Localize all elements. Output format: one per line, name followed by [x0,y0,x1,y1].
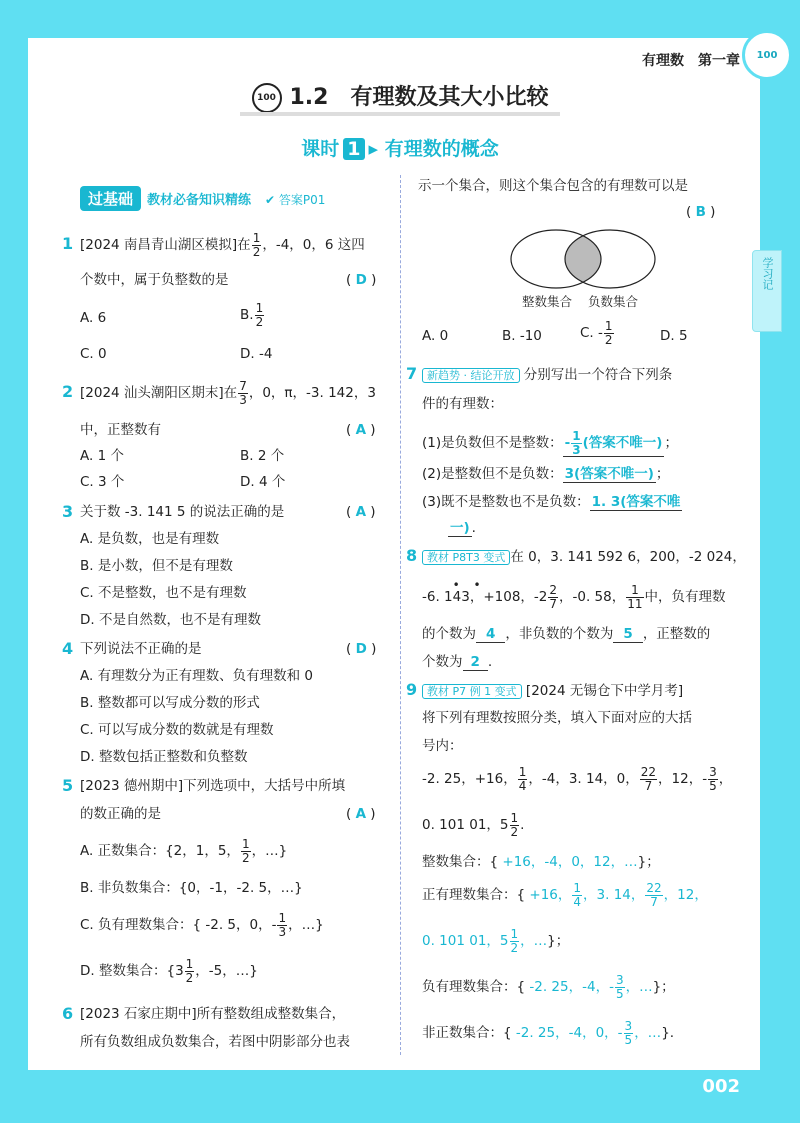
q7-part2 [422,468,669,483]
q9-s2-frac1 [572,882,582,908]
q7-a1-d: 3 [572,442,581,457]
q2-number: 2 [62,382,74,401]
q4-number: 4 [62,639,74,658]
q9-s2a: +16， [529,887,572,904]
q7-part3-cont [448,522,476,537]
q5-line1: [2023 德州期中]下列选项中，大括号中所填 [80,778,346,794]
q9-s4-label: 非正数集合：{ [422,1025,512,1042]
q3-opt-b[interactable]: B. 是小数，但不是有理数 [80,558,233,574]
q9-s2-answer-cont[interactable] [422,927,548,955]
q1-frac [252,232,262,258]
q9-s4fd: 5 [624,1032,633,1047]
q9-s2-answer[interactable] [529,881,708,909]
mascot-icon [742,30,792,80]
q9-source: [2024 无锡仓下中学月考] [525,683,684,699]
q9-s2f3n: 1 [510,927,519,941]
q9-set-nonpositive [422,1020,674,1046]
q9-n2b: ，12，- [658,771,708,788]
q9-s3fd: 5 [615,986,624,1001]
q5-opt-c-frac [277,912,287,938]
q9-line0 [422,684,683,699]
q5-opt-d-n: 1 [185,957,194,971]
q8-a2[interactable]: 5 [613,628,642,643]
q6-line3: 示一个集合，则这个集合包含的有理数可以是 [418,178,688,194]
q5-answer[interactable]: ( A ) [346,806,376,822]
q4-opt-c[interactable]: C. 可以写成分数的数就是有理数 [80,722,274,738]
q9-s3-end: }； [652,979,675,996]
q8-f2d: 11 [627,596,643,611]
q7-line1-text: 分别写出一个符合下列条 [523,367,673,383]
q7-a1-frac [571,430,581,456]
q6-opt-c[interactable] [580,320,615,346]
q3-answer[interactable]: ( A ) [346,504,376,520]
q6-number: 6 [62,1004,74,1023]
q8-l4b: . [487,654,493,670]
q7-p2-label: (2)是整数但不是负数： [422,466,563,482]
q8-frac2 [626,584,643,610]
basis-tag: 过基础 [80,186,141,211]
q1-number: 1 [62,234,74,253]
q6-line2: 所有负数组成负数集合，若图中阴影部分也表 [80,1034,350,1050]
q6-venn-left-label: 整数集合 [522,294,573,309]
q9-s2d: 0. 101 01，5 [422,933,509,950]
q1-line1 [80,232,365,258]
q5-opt-c-d: 3 [278,924,287,939]
q6-line1: [2023 石家庄期中]所有整数组成整数集合， [80,1006,346,1022]
q9-n4b: . [520,817,525,834]
q3-opt-d[interactable]: D. 不是自然数，也不是有理数 [80,612,261,628]
q9-set-positive-cont [422,928,569,954]
lesson-title [0,134,800,161]
q5-line2: 的数正确的是 [80,806,161,822]
q8-repeating [452,578,486,606]
q5-opt-d-frac [185,958,195,984]
page-number: 002 [702,1076,740,1097]
q9-s2f3d: 2 [510,940,519,955]
basis-answer-text: 答案P01 [278,193,326,207]
q3-line1: 关于数 -3. 141 5 的说法正确的是 [80,504,285,520]
q8-l3c: ，正整数的 [642,626,711,642]
q2-frac-n: 7 [239,379,247,393]
q9-line1: 将下列有理数按照分类，填入下面对应的大括 [422,710,692,726]
q9-s2-end: }； [547,933,570,950]
q8-f2n: 1 [626,584,643,598]
q7-a1-pre: - [564,435,571,452]
q8-frac1 [548,584,558,610]
lesson-prefix: 课时 [301,138,340,160]
q8-line3 [422,628,710,643]
q9-s3b: ，… [625,979,653,996]
q7-number: 7 [406,364,418,383]
q9-s3-frac [615,974,625,1000]
q7-tag: 新趋势 · 结论开放 [422,368,520,383]
q1-frac-d: 2 [252,244,261,259]
q2-frac-d: 3 [239,392,247,407]
q6-opt-c-d: 2 [604,332,613,347]
q5-opt-d-d: 2 [185,970,194,985]
q1-line1a: [2024 南昌青山湖区模拟]在 [80,237,251,254]
q7-p1-label: (1)是负数但不是整数： [422,435,563,452]
q6-opt-c-n: 1 [604,319,613,333]
q7-a3b[interactable]: 一) [450,520,470,536]
q1-opt-c[interactable]: C. 0 [80,346,107,362]
q1-line1b: ，-4，0，6 这四 [262,237,365,254]
q5-opt-d[interactable] [80,958,258,984]
q8-f1n: 2 [549,583,558,597]
q9-n4fd: 2 [510,824,519,839]
q9-s2-frac2 [645,882,662,908]
q6-opt-c-frac [604,320,614,346]
q5-opt-d-1: D. 整数集合：{3 [80,963,184,980]
side-tab-label: 学习记 [761,257,774,290]
q9-n2fd: 7 [644,778,653,793]
q5-opt-d-2: ，-5，…} [195,963,258,980]
star-badge-icon: 100 [252,83,282,113]
q2-line1b: ，0，π，-3. 142，3 [248,385,376,402]
q9-s4fn: 3 [624,1019,633,1033]
q5-opt-a-frac [241,838,251,864]
q4-answer[interactable]: ( D ) [346,641,377,657]
q5-opt-a-1: A. 正数集合：{2，1，5， [80,843,240,860]
q9-set-integers [422,856,660,870]
q1-answer[interactable]: ( D ) [346,272,377,288]
q8-number: 8 [406,546,418,565]
q7-p1-end: ； [664,435,678,452]
q7-line2: 件的有理数： [422,396,503,412]
q8-l2d: 中，负有理数 [644,589,726,606]
q6-answer[interactable]: ( B ) [686,204,716,220]
q5-number: 5 [62,776,74,795]
q9-s3-answer[interactable] [529,973,653,1001]
q7-a1[interactable] [563,430,665,457]
q7-a3[interactable]: 1. 3(答案不唯 [591,494,681,510]
q9-set-negative [422,974,675,1000]
q4-opt-b[interactable]: B. 整数都可以写成分数的形式 [80,695,260,711]
side-tab[interactable] [752,250,782,332]
lesson-arrow-icon: ▸ [368,138,379,160]
lesson-num: 1 [343,138,364,160]
q3-number: 3 [62,502,74,521]
q1-opt-b[interactable] [240,302,265,328]
q2-opt-b[interactable]: B. 2 个 [240,448,285,464]
q2-frac [238,380,248,406]
q5-opt-a-d: 2 [241,850,250,865]
q1-opt-a[interactable]: A. 6 [80,310,107,326]
q6-answer-letter: B [695,204,706,220]
q9-n3b: ， [718,771,733,788]
q7-a1-post: (答案不唯一) [582,435,663,452]
q9-s2b: ，3. 14， [583,887,645,904]
q9-tag: 教材 P7 例 1 变式 [422,684,522,699]
q4-line1: 下列说法不正确的是 [80,641,202,657]
q8-line1 [422,550,746,565]
q2-line1 [80,380,376,406]
q8-dots: • • [452,578,486,593]
q9-s4a: -2. 25，-4，0，- [515,1025,623,1042]
q8-l2c: ，-0. 58， [559,589,626,606]
q9-numbers2 [422,812,524,838]
q9-s4-end: }. [661,1025,675,1042]
q9-s2fd: 4 [573,894,582,909]
q1-opt-d[interactable]: D. -4 [240,346,273,362]
basis-banner [80,186,390,210]
q8-a1[interactable]: 4 [476,628,505,643]
q4-opt-d[interactable]: D. 整数包括正整数和负整数 [80,749,248,765]
q8-f1d: 7 [549,596,558,611]
q8-l2a: -6. 1 [422,589,453,606]
q5-opt-c-1: C. 负有理数集合：{ -2. 5，0，- [80,917,277,934]
q9-s1-end: }； [637,854,660,870]
basis-answer[interactable]: ✔ 答案P01 [265,193,326,207]
q1-answer-letter: D [355,272,367,288]
basis-sub: 教材必备知识精练 [147,193,252,208]
q8-line1-text: 在 0，3. 141 592 6，200，-2 024， [510,549,746,565]
q9-s2fn: 1 [573,881,582,895]
q8-l3a: 的个数为 [422,626,476,642]
mascot-text: 100 [756,49,778,61]
q2-line1a: [2024 汕头潮阳区期末]在 [80,385,238,402]
q7-line1 [422,368,672,383]
q2-answer[interactable]: ( A ) [346,422,376,438]
q9-n1fn: 1 [518,765,527,779]
q2-answer-letter: A [355,422,367,438]
q5-answer-letter: A [355,806,367,822]
q4-opt-a[interactable]: A. 有理数分为正有理数、负有理数和 0 [80,668,313,684]
column-divider [400,175,402,1055]
q3-answer-letter: A [355,504,367,520]
q7-a1-n: 1 [572,429,581,443]
q9-s4-frac [624,1020,634,1046]
q7-a2[interactable]: 3(答案不唯一) [564,466,654,482]
q5-opt-a[interactable] [80,838,287,864]
q9-s3a: -2. 25，-4，- [529,979,614,996]
q7-p3-label: (3)既不是整数也不是负数： [422,494,590,510]
q8-line2 [422,578,726,611]
q9-s3fn: 3 [615,973,624,987]
chapter-header: 有理数 第一章 [642,53,740,69]
q9-s2f2d: 7 [650,894,658,909]
q5-opt-b[interactable]: B. 非负数集合：{0，-1，-2. 5，…} [80,880,303,896]
q1-opt-b-d: 2 [255,314,264,329]
q9-numbers1 [422,766,732,792]
q8-l2b: ，+108，-2 [469,589,548,606]
q9-s2-label: 正有理数集合：{ [422,887,526,904]
q9-n1-frac [518,766,528,792]
q5-opt-c-2: ，…} [288,917,324,934]
q9-n1: -2. 25，+16， [422,771,517,788]
q9-s2c: ，12， [663,887,708,904]
q4-answer-letter: D [355,641,367,657]
q9-n3-frac [708,766,718,792]
q5-opt-a-2: ，…} [251,843,288,860]
q7-part1 [422,430,678,457]
q6-opt-d[interactable]: D. 5 [660,328,688,344]
q9-n4-frac [510,812,520,838]
q1-opt-b-label: B. [240,307,254,324]
q9-line2: 号内： [422,738,463,754]
q2-opt-c[interactable]: C. 3 个 [80,474,125,490]
q9-n3fd: 5 [709,778,717,793]
q2-opt-a[interactable]: A. 1 个 [80,448,124,464]
q5-opt-c[interactable] [80,912,324,938]
q7-p3-end: . [471,520,476,536]
q9-s1-label: 整数集合：{ [422,854,499,870]
q8-line4 [422,656,492,671]
q1-line2: 个数中，属于负整数的是 [80,272,229,288]
q8-l3b: ，非负数的个数为 [505,626,614,642]
q1-opt-b-n: 1 [255,301,264,315]
q5-opt-a-n: 1 [241,837,250,851]
q9-s4b: ，… [634,1025,662,1042]
q7-p2-end: ； [655,466,670,482]
q9-s2-frac3 [510,928,520,954]
q8-l2dot: 43 [452,589,470,606]
q7-part3 [422,496,682,511]
q9-number: 9 [406,680,418,699]
q9-n4fn: 1 [510,811,519,825]
q6-opt-a[interactable]: A. 0 [422,328,449,344]
q9-s1-answer[interactable]: +16，-4，0，12，… [502,854,638,870]
lesson-text: 有理数的概念 [384,138,499,160]
q9-n2-frac [640,766,657,792]
q9-n4: 0. 101 01，5 [422,817,509,834]
q3-opt-c[interactable]: C. 不是整数，也不是有理数 [80,585,247,601]
q1-frac-n: 1 [252,231,261,245]
q9-n3fn: 3 [709,765,717,779]
q9-n1fd: 4 [518,778,527,793]
q8-a3[interactable]: 2 [463,656,488,671]
q8-l4a: 个数为 [422,654,463,670]
q6-opt-c-label: C. - [580,325,603,342]
q1-opt-b-frac [255,302,265,328]
q6-venn-right-label: 负数集合 [588,294,639,309]
q3-opt-a[interactable]: A. 是负数，也是有理数 [80,531,220,547]
q5-opt-c-n: 1 [278,911,287,925]
q9-s2f2n: 22 [646,881,662,895]
q9-s3-label: 负有理数集合：{ [422,979,526,996]
q9-s4-answer[interactable] [515,1019,662,1047]
q8-tag: 教材 P8T3 变式 [422,550,510,565]
q2-line2: 中，正整数有 [80,422,161,438]
title-underline [240,112,560,116]
section-title-text: 1.2 有理数及其大小比较 [289,85,549,110]
q6-venn-diagram [508,228,658,290]
q9-set-positive [422,882,708,908]
q9-n1b: ，-4，3. 14，0， [528,771,639,788]
q6-opt-b[interactable]: B. -10 [502,328,542,344]
section-title [0,80,800,113]
q9-s2e: ，… [520,933,548,950]
q9-n2fn: 22 [640,765,657,779]
q2-opt-d[interactable]: D. 4 个 [240,474,286,490]
